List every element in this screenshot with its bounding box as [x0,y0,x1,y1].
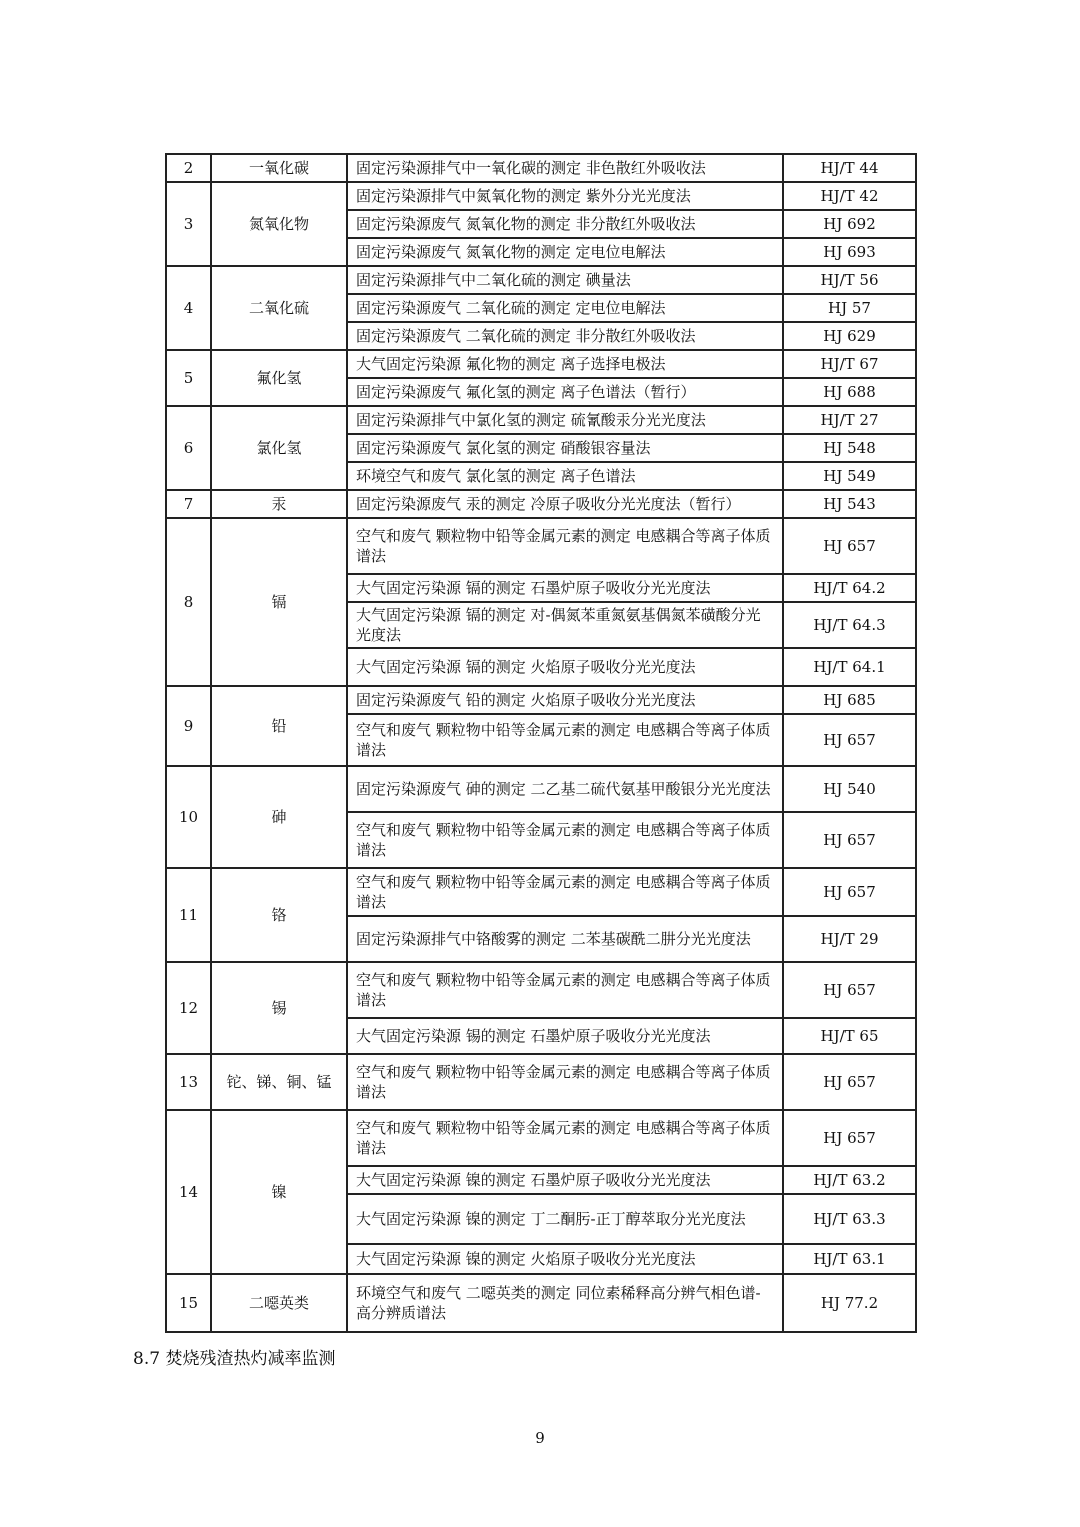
cell-method: 固定污染源废气 氯化氢的测定 硝酸银容量法 [347,434,783,462]
cell-number: 11 [166,868,211,962]
cell-standard-code: HJ/T 63.3 [783,1194,916,1244]
cell-standard-code: HJ/T 42 [783,182,916,210]
cell-method: 固定污染源废气 二氧化硫的测定 非分散红外吸收法 [347,322,783,350]
cell-pollutant: 汞 [211,490,347,518]
cell-method: 固定污染源排气中二氧化硫的测定 碘量法 [347,266,783,294]
cell-method: 空气和废气 颗粒物中铅等金属元素的测定 电感耦合等离子体质谱法 [347,962,783,1018]
cell-standard-code: HJ 657 [783,714,916,766]
cell-method: 空气和废气 颗粒物中铅等金属元素的测定 电感耦合等离子体质谱法 [347,812,783,868]
cell-method: 固定污染源排气中铬酸雾的测定 二苯基碳酰二肼分光光度法 [347,916,783,962]
cell-method: 空气和废气 颗粒物中铅等金属元素的测定 电感耦合等离子体质谱法 [347,1110,783,1166]
cell-standard-code: HJ/T 63.1 [783,1244,916,1274]
cell-standard-code: HJ 693 [783,238,916,266]
monitoring-methods-table [165,153,917,1333]
cell-standard-code: HJ 692 [783,210,916,238]
cell-standard-code: HJ 685 [783,686,916,714]
cell-method: 大气固定污染源 镍的测定 丁二酮肟-正丁醇萃取分光光度法 [347,1194,783,1244]
table-row [166,490,916,518]
cell-number: 5 [166,350,211,406]
cell-standard-code: HJ/T 63.2 [783,1166,916,1194]
cell-standard-code: HJ 549 [783,462,916,490]
cell-standard-code: HJ 543 [783,490,916,518]
table-row [166,518,916,574]
cell-pollutant: 铊、锑、铜、锰 [211,1054,347,1110]
table-row [166,962,916,1018]
cell-method: 大气固定污染源 镍的测定 火焰原子吸收分光光度法 [347,1244,783,1274]
table-row [166,1110,916,1166]
page-number: 9 [535,1429,545,1447]
cell-method: 大气固定污染源 镉的测定 石墨炉原子吸收分光光度法 [347,574,783,602]
cell-method: 大气固定污染源 锡的测定 石墨炉原子吸收分光光度法 [347,1018,783,1054]
cell-standard-code: HJ 657 [783,812,916,868]
cell-number: 7 [166,490,211,518]
table-row [166,154,916,182]
cell-standard-code: HJ/T 64.2 [783,574,916,602]
cell-standard-code: HJ 688 [783,378,916,406]
cell-method: 空气和废气 颗粒物中铅等金属元素的测定 电感耦合等离子体质谱法 [347,518,783,574]
cell-number: 14 [166,1110,211,1274]
cell-method: 空气和废气 颗粒物中铅等金属元素的测定 电感耦合等离子体质谱法 [347,714,783,766]
cell-method: 固定污染源排气中氮氧化物的测定 紫外分光光度法 [347,182,783,210]
table-row [166,1274,916,1332]
cell-method: 大气固定污染源 镍的测定 石墨炉原子吸收分光光度法 [347,1166,783,1194]
cell-standard-code: HJ/T 64.3 [783,602,916,648]
cell-number: 3 [166,182,211,266]
cell-pollutant: 镍 [211,1110,347,1274]
cell-method: 固定污染源排气中一氧化碳的测定 非色散红外吸收法 [347,154,783,182]
cell-pollutant: 砷 [211,766,347,868]
cell-pollutant: 一氧化碳 [211,154,347,182]
section-heading: 8.7 焚烧残渣热灼减率监测 [133,1349,336,1369]
cell-pollutant: 二氧化硫 [211,266,347,350]
cell-number: 9 [166,686,211,766]
cell-number: 8 [166,518,211,686]
table-row [166,766,916,812]
cell-method: 固定污染源废气 氟化氢的测定 离子色谱法（暂行） [347,378,783,406]
cell-pollutant: 氯化氢 [211,406,347,490]
cell-standard-code: HJ/T 56 [783,266,916,294]
cell-method: 固定污染源废气 砷的测定 二乙基二硫代氨基甲酸银分光光度法 [347,766,783,812]
cell-method: 大气固定污染源 镉的测定 火焰原子吸收分光光度法 [347,648,783,686]
cell-method: 固定污染源废气 铅的测定 火焰原子吸收分光光度法 [347,686,783,714]
cell-method: 固定污染源废气 氮氧化物的测定 定电位电解法 [347,238,783,266]
cell-method: 环境空气和废气 二噁英类的测定 同位素稀释高分辨气相色谱-高分辨质谱法 [347,1274,783,1332]
cell-standard-code: HJ 548 [783,434,916,462]
table-row [166,686,916,714]
cell-standard-code: HJ 57 [783,294,916,322]
cell-pollutant: 镉 [211,518,347,686]
cell-standard-code: HJ 77.2 [783,1274,916,1332]
table-body [166,154,916,1332]
cell-standard-code: HJ 657 [783,868,916,916]
cell-number: 2 [166,154,211,182]
cell-standard-code: HJ 657 [783,1110,916,1166]
cell-standard-code: HJ/T 64.1 [783,648,916,686]
cell-standard-code: HJ/T 67 [783,350,916,378]
cell-pollutant: 二噁英类 [211,1274,347,1332]
cell-standard-code: HJ 657 [783,518,916,574]
table-row [166,182,916,210]
table-row [166,1054,916,1110]
cell-standard-code: HJ 657 [783,1054,916,1110]
table-row [166,266,916,294]
cell-method: 大气固定污染源 氟化物的测定 离子选择电极法 [347,350,783,378]
cell-number: 13 [166,1054,211,1110]
cell-standard-code: HJ 629 [783,322,916,350]
cell-standard-code: HJ/T 29 [783,916,916,962]
table-row [166,406,916,434]
cell-method: 固定污染源废气 汞的测定 冷原子吸收分光光度法（暂行） [347,490,783,518]
cell-standard-code: HJ/T 44 [783,154,916,182]
cell-pollutant: 铅 [211,686,347,766]
cell-standard-code: HJ 657 [783,962,916,1018]
cell-method: 固定污染源废气 氮氧化物的测定 非分散红外吸收法 [347,210,783,238]
cell-number: 4 [166,266,211,350]
cell-standard-code: HJ 540 [783,766,916,812]
cell-standard-code: HJ/T 27 [783,406,916,434]
table-row [166,350,916,378]
table-row [166,868,916,916]
cell-number: 12 [166,962,211,1054]
cell-number: 6 [166,406,211,490]
cell-pollutant: 铬 [211,868,347,962]
cell-number: 15 [166,1274,211,1332]
cell-method: 空气和废气 颗粒物中铅等金属元素的测定 电感耦合等离子体质谱法 [347,868,783,916]
cell-standard-code: HJ/T 65 [783,1018,916,1054]
cell-method: 固定污染源废气 二氧化硫的测定 定电位电解法 [347,294,783,322]
cell-method: 大气固定污染源 镉的测定 对-偶氮苯重氮氨基偶氮苯磺酸分光光度法 [347,602,783,648]
cell-method: 空气和废气 颗粒物中铅等金属元素的测定 电感耦合等离子体质谱法 [347,1054,783,1110]
cell-number: 10 [166,766,211,868]
cell-pollutant: 氟化氢 [211,350,347,406]
cell-method: 环境空气和废气 氯化氢的测定 离子色谱法 [347,462,783,490]
cell-pollutant: 锡 [211,962,347,1054]
cell-method: 固定污染源排气中氯化氢的测定 硫氰酸汞分光光度法 [347,406,783,434]
cell-pollutant: 氮氧化物 [211,182,347,266]
